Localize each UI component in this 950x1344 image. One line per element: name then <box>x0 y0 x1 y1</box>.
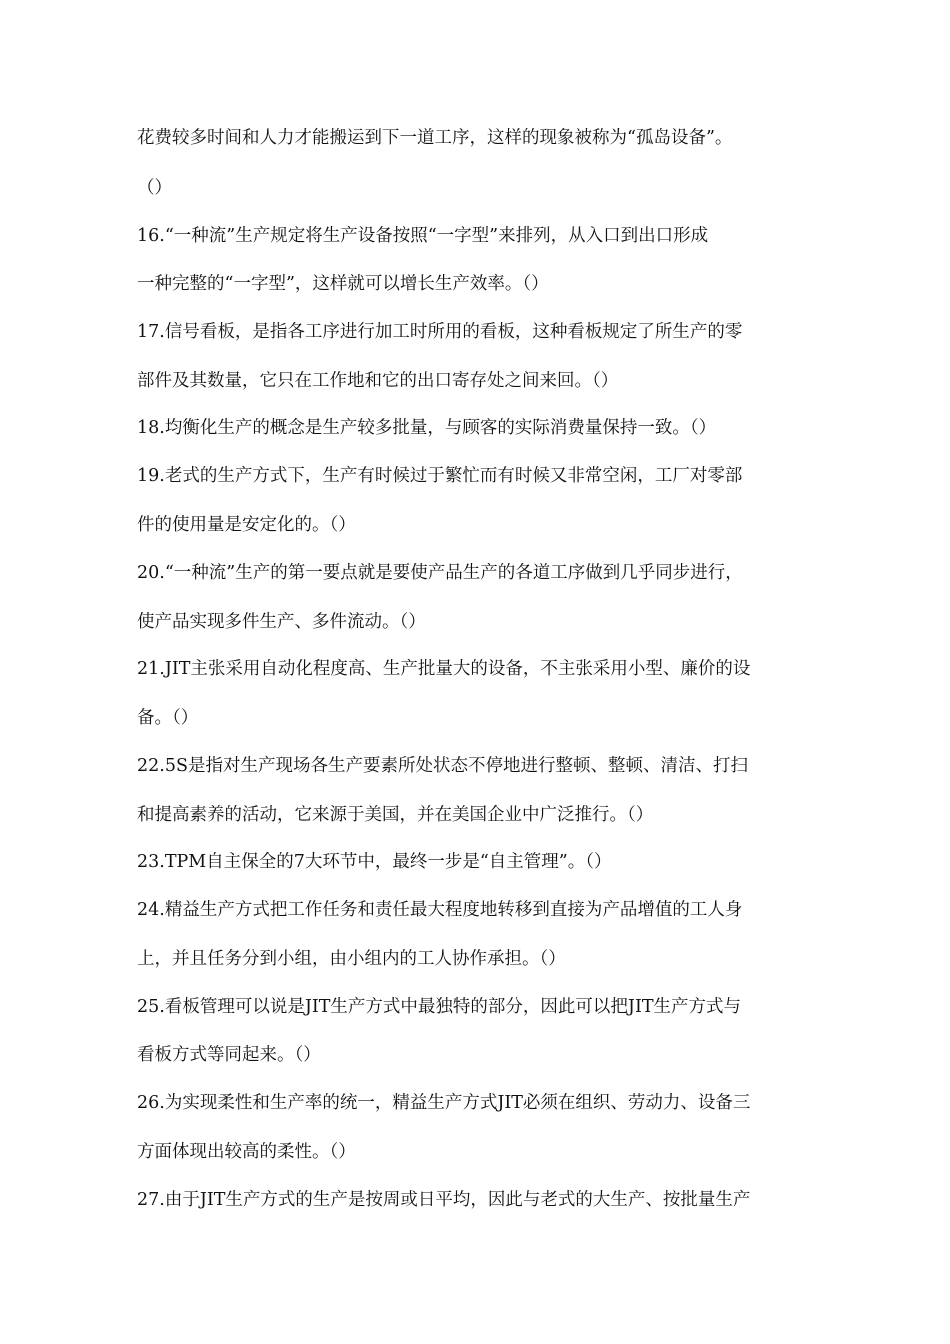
text-line-22: 方面体现出较高的柔性。（） <box>137 1142 356 1162</box>
text-line-14: 22.5S是指对生产现场各生产要素所处状态不停地进行整顿、整顿、清洁、打扫 <box>137 756 748 776</box>
text-line-17: 24.精益生产方式把工作任务和责任最大程度地转移到直接为产品增值的工人身 <box>137 900 743 920</box>
text-line-10: 20.“一种流”生产的第一要点就是要使产品生产的各道工序做到几乎同步进行， <box>137 563 743 583</box>
text-line-20: 看板方式等同起来。（） <box>137 1045 321 1065</box>
text-line-2: （） <box>137 178 172 198</box>
text-line-12: 21.JIT主张采用自动化程度高、生产批量大的设备，不主张采用小型、廉价的设 <box>137 659 751 679</box>
text-line-8: 19.老式的生产方式下，生产有时候过于繁忙而有时候又非常空闲，工厂对零部 <box>137 466 743 486</box>
text-line-9: 件的使用量是安定化的。（） <box>137 515 356 535</box>
text-line-3: 16.“一种流”生产规定将生产设备按照“一字型”来排列，从入口到出口形成 <box>137 226 709 246</box>
text-line-18: 上，并且任务分到小组，由小组内的工人协作承担。（） <box>137 949 566 969</box>
text-line-21: 26.为实现柔性和生产率的统一，精益生产方式JIT必须在组织、劳动力、设备三 <box>137 1093 751 1113</box>
text-line-5: 17.信号看板，是指各工序进行加工时所用的看板，这种看板规定了所生产的零 <box>137 322 743 342</box>
text-line-15: 和提高素养的活动，它来源于美国，并在美国企业中广泛推行。（） <box>137 805 654 825</box>
text-line-16: 23.TPM自主保全的7大环节中，最终一步是“自主管理”。（） <box>137 852 612 872</box>
text-line-7: 18.均衡化生产的概念是生产较多批量，与顾客的实际消费量保持一致。（） <box>137 418 717 438</box>
text-line-23: 27.由于JIT生产方式的生产是按周或日平均，因此与老式的大生产、按批量生产 <box>137 1190 751 1210</box>
text-line-4: 一种完整的“一字型”，这样就可以增长生产效率。（） <box>137 274 549 294</box>
text-line-19: 25.看板管理可以说是JIT生产方式中最独特的部分，因此可以把JIT生产方式与 <box>137 997 742 1017</box>
text-line-13: 备。（） <box>137 708 199 728</box>
text-line-6: 部件及其数量，它只在工作地和它的出口寄存处之间来回。（） <box>137 371 619 391</box>
text-line-11: 使产品实现多件生产、多件流动。（） <box>137 612 426 632</box>
text-line-1: 花费较多时间和人力才能搬运到下一道工序，这样的现象被称为“孤岛设备”。 <box>137 128 733 148</box>
